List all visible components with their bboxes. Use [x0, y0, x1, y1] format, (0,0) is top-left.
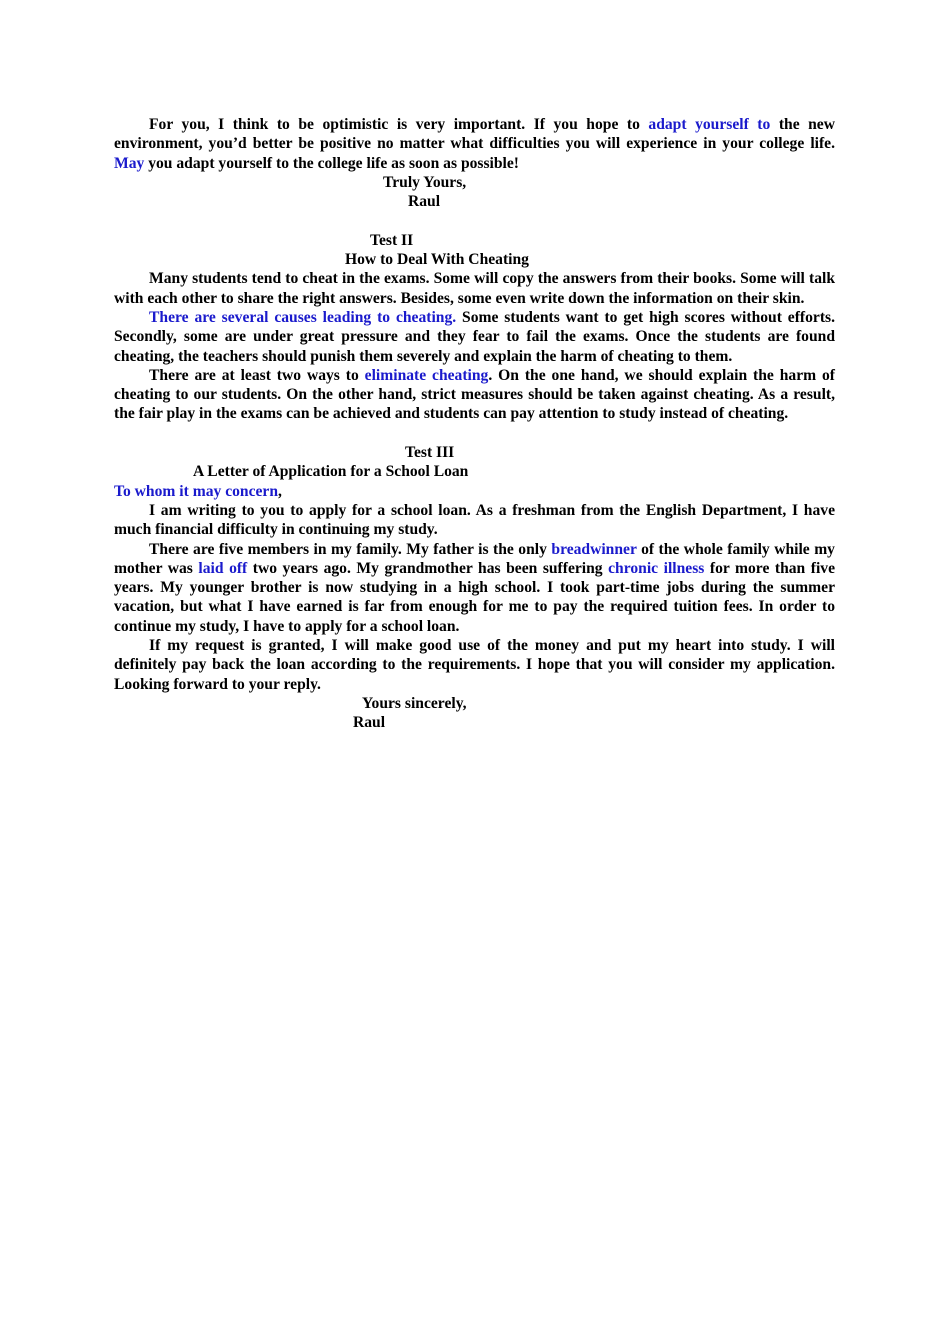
test2-heading: Test II — [370, 231, 414, 249]
highlighted-phrase: There are several causes leading to cheating. — [149, 308, 457, 326]
text-run: There are at least two ways to — [149, 366, 365, 384]
test2-paragraph-1: Many students tend to cheat in the exams. Some will copy the answers from their books. Some will talk with each other to share the right answers. Besides, some even write down the information on their skin. — [114, 270, 835, 307]
highlighted-phrase: laid off — [198, 559, 248, 577]
test3-closing: Yours sincerely, — [362, 694, 467, 712]
letter1-paragraph — [114, 115, 835, 173]
document-page — [114, 115, 835, 733]
text-run: for more than five years. My younger brother is now studying in a high school. I took part-time jobs during the summer vacation, but what I have earned is far from enough for me to pay the required tuition fees. In order to continue my study, I have to apply for a school loan. — [114, 559, 836, 635]
text-run: There are five members in my family. My father is the only — [149, 540, 552, 558]
text-run: For you, I think to be optimistic is very important. If you hope to — [149, 116, 649, 133]
test3-paragraph-2 — [114, 540, 835, 636]
text-run: Some students want to get high scores without efforts. Secondly, some are under great pressure and they fear to fail the exams. Once the students are found cheating, the teachers should punish them severely and explain the harm of cheating to them. — [114, 308, 835, 365]
text-run: . On the one hand, we should explain the harm of cheating to our students. On the other hand, strict measures should be taken against cheating. As a result, the fair play in the exams can be achieved and students can pay attention to study instead of cheating. — [114, 366, 835, 423]
blank-line — [114, 211, 835, 230]
test3-heading: Test III — [405, 444, 455, 462]
test3-salutation — [114, 482, 835, 501]
text-run: , — [278, 482, 282, 500]
letter1-closing: Truly Yours, — [383, 173, 467, 191]
test3-signature: Raul — [353, 714, 386, 732]
highlighted-phrase: breadwinner — [551, 540, 637, 558]
blank-line — [114, 424, 835, 443]
text-run: you adapt yourself to the college life as soon as possible! — [144, 154, 519, 172]
text-run: the new environment, you’d better be positive no matter what difficulties you will experience in your college life. — [114, 116, 835, 153]
test3-paragraph-1: I am writing to you to apply for a school loan. As a freshman from the English Department, I have much financial difficulty in continuing my study. — [114, 501, 835, 539]
highlighted-phrase: adapt yourself to — [648, 116, 771, 133]
text-run: two years ago. My grandmother has been suffering — [247, 559, 609, 577]
highlighted-phrase: May — [114, 154, 145, 172]
test2-paragraph-3 — [114, 366, 835, 424]
test3-paragraph-3: If my request is granted, I will make good use of the money and put my heart into study. I will definitely pay back the loan according to the requirements. I hope that you will consider my application. Looking forward to your reply. — [114, 637, 835, 693]
test2-title: How to Deal With Cheating — [345, 251, 529, 269]
test3-title: A Letter of Application for a School Loan — [193, 463, 469, 481]
text-run: of the whole family while my mother was — [114, 540, 835, 577]
highlighted-phrase: To whom it may concern — [114, 482, 279, 500]
highlighted-phrase: eliminate cheating — [364, 366, 489, 384]
highlighted-phrase: chronic illness — [608, 559, 705, 577]
test2-paragraph-2 — [114, 308, 835, 366]
letter1-signature: Raul — [408, 193, 441, 211]
